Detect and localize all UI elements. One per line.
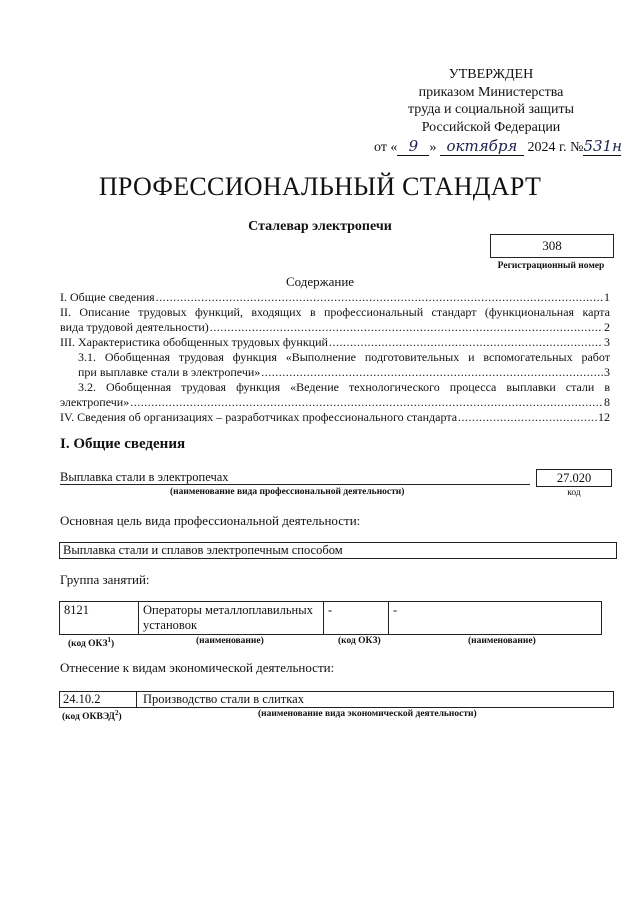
toc-dots [458, 410, 597, 425]
approval-heading: УТВЕРЖДЕН [448, 67, 534, 82]
toc-dots [261, 365, 603, 380]
toc-item-page: 1 [604, 290, 610, 304]
toc-item-page: 3 [604, 365, 610, 379]
toc-dots [156, 290, 603, 305]
approval-line: приказом Министерства [418, 84, 564, 100]
date-year: 2024 г. № [527, 140, 584, 155]
okved-code: 24.10.2 [63, 692, 101, 706]
footnote-ref: 2 [114, 709, 119, 717]
date-mid: » [429, 140, 437, 155]
toc-item[interactable] [60, 410, 610, 425]
toc-item[interactable] [60, 320, 610, 335]
okz-name-cell: - [389, 602, 602, 635]
toc-item-page: 12 [598, 410, 610, 424]
activity-code: 27.020 [536, 469, 612, 487]
toc-item-line1[interactable]: 3.2. Обобщенная трудовая функция «Ведение технологического процесса выплавки стали в [78, 380, 610, 394]
registration-caption: Регистрационный номер [497, 261, 605, 271]
toc-dots [329, 335, 603, 350]
caption-text: ) [118, 712, 122, 723]
toc-heading: Содержание [285, 274, 355, 289]
standard-subtitle: Сталевар электропечи [248, 219, 392, 234]
toc-item-text: при выплавке стали в электропечи» [78, 365, 261, 379]
approval-block [360, 66, 622, 136]
okved-code-caption [62, 709, 122, 722]
okz-name-caption: (наименование) [468, 636, 536, 646]
date-month: октября [440, 137, 524, 156]
toc-item-text: I. Общие сведения [60, 290, 155, 304]
toc-item-line1[interactable]: 3.1. Обобщенная трудовая функция «Выполнение подготовительных и вспомогательных работ [78, 350, 610, 364]
activity-caption: (наименование вида профессиональной деятельности) [170, 487, 405, 497]
caption-text: (код ОКВЭД [62, 712, 115, 723]
toc-item[interactable] [78, 365, 610, 380]
okz-code-caption [68, 636, 114, 649]
okz-code-cell: - [324, 602, 389, 635]
toc-item-page: 2 [604, 320, 610, 334]
caption-text: (код ОКЗ [68, 639, 108, 650]
toc-item-page: 8 [604, 395, 610, 409]
toc-dots [210, 320, 603, 335]
activity-name: Выплавка стали в электропечах [60, 470, 530, 485]
toc-item[interactable] [60, 335, 610, 350]
approval-line: Российской Федерации [421, 119, 561, 135]
occupation-group-table [59, 601, 602, 635]
footnote-ref: 1 [107, 636, 111, 644]
code-caption: код [567, 488, 581, 498]
okz-name-caption: (наименование) [196, 636, 264, 646]
econ-row [59, 691, 614, 708]
order-number: 531н [583, 137, 622, 155]
toc-item-text: вида трудовой деятельности) [60, 320, 209, 334]
toc-item[interactable] [60, 290, 610, 305]
date-prefix: от « [374, 140, 398, 155]
date-day: 9 [397, 137, 429, 156]
okz-name-cell: Операторы металлоплавильных установок [139, 602, 324, 635]
toc-item-text: III. Характеристика обобщенных трудовых функций [60, 335, 328, 349]
okz-code-caption: (код ОКЗ) [338, 636, 381, 646]
caption-text: ) [110, 639, 115, 650]
approval-date-line [374, 137, 621, 156]
toc-item[interactable] [60, 395, 610, 410]
toc-dots [130, 395, 603, 410]
page-title: ПРОФЕССИОНАЛЬНЫЙ СТАНДАРТ [98, 172, 542, 201]
toc-item-text: IV. Сведения об организациях – разработчиках профессионального стандарта [60, 410, 458, 424]
group-label: Группа занятий: [60, 572, 150, 587]
section-heading: I. Общие сведения [60, 436, 186, 452]
toc-item-text: электропечи» [60, 395, 130, 409]
registration-number-box: 308 [490, 234, 614, 258]
econ-label: Отнесение к видам экономической деятельности: [60, 660, 335, 675]
okved-name-caption: (наименование вида экономической деятельности) [258, 709, 477, 719]
goal-label: Основная цель вида профессиональной деятельности: [60, 513, 361, 528]
approval-line: труда и социальной защиты [408, 102, 574, 117]
goal-value: Выплавка стали и сплавов электропечным способом [59, 542, 617, 559]
toc-item-line1[interactable]: II. Описание трудовых функций, входящих в профессиональный стандарт (функциональная карта [60, 305, 610, 319]
okz-code-cell: 8121 [60, 602, 139, 635]
toc-item-page: 3 [604, 335, 610, 349]
okved-name: Производство стали в слитках [143, 692, 304, 706]
cell-divider [136, 691, 137, 708]
